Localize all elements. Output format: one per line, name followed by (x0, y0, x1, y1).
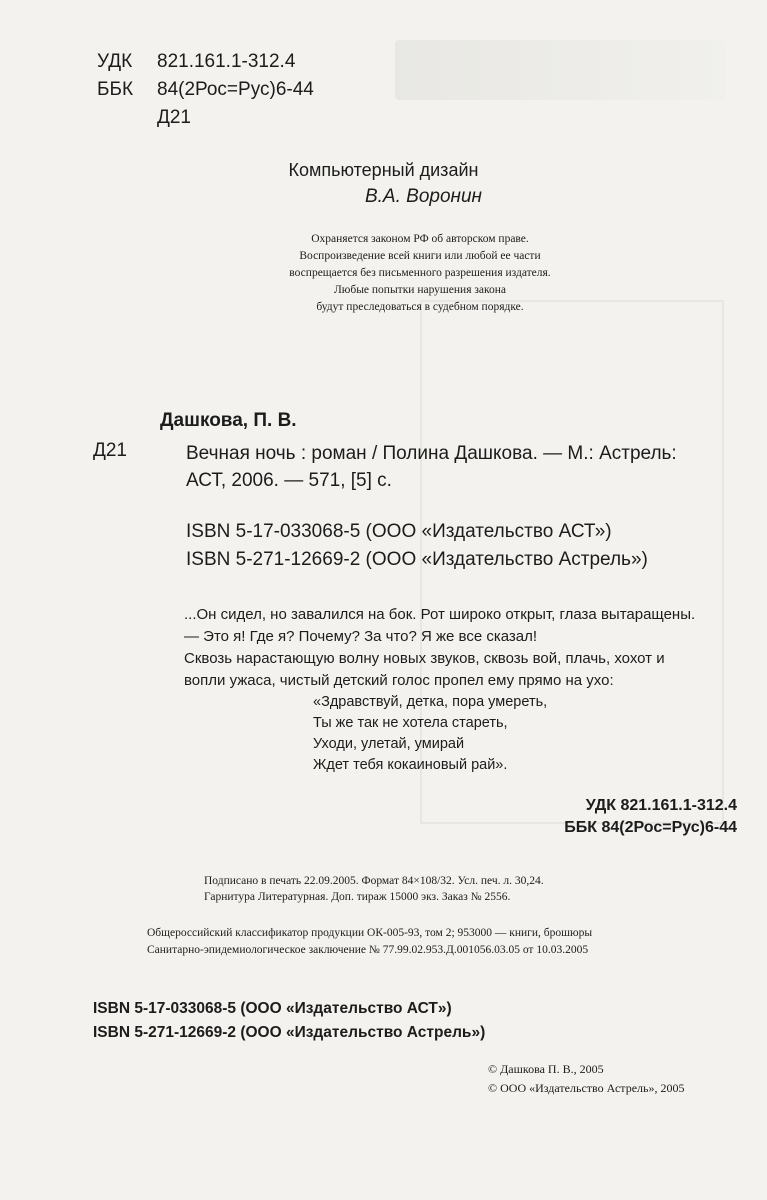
poem (313, 692, 547, 776)
bbk-line (97, 76, 314, 104)
legal-line: будут преследоваться в судебном порядке. (316, 301, 524, 313)
copyright-line: © ООО «Издательство Астрель», 2005 (488, 1081, 685, 1095)
classifier-line: Общероссийский классификатор продукции ОК-005-93, том 2; 953000 — книги, брошюры (147, 927, 593, 939)
legal-line: Воспроизведение всей книги или любой ее части (299, 250, 541, 262)
udk-block-top (97, 48, 314, 132)
classifier-info (147, 925, 592, 959)
biblio-code: Д21 (93, 440, 128, 461)
excerpt-line: ...Он сидел, но завалился на бок. Рот широко открыт, глаза вытаращены. (184, 606, 696, 623)
udk-right-line: УДК 821.161.1-312.4 (585, 797, 737, 814)
excerpt-line: вопли ужаса, чистый детский голос пропел ему прямо на ухо: (184, 672, 614, 689)
bbk-label: ББК (97, 79, 134, 100)
author-heading: Дашкова, П. В. (160, 410, 297, 431)
biblio-description (186, 440, 677, 494)
poem-line: «Здравствуй, детка, пора умереть, (313, 694, 548, 710)
udk-label: УДК (97, 51, 133, 72)
design-label: Компьютерный дизайн (288, 160, 479, 180)
print-info-line: Гарнитура Литературная. Доп. тираж 15000 экз. Заказ № 2556. (204, 891, 511, 903)
designer-name: В.А. Воронин (364, 186, 483, 207)
bbk-right-line: ББК 84(2Рос=Рус)6-44 (564, 819, 737, 836)
show-through-shadow (395, 40, 725, 100)
excerpt-line: — Это я! Где я? Почему? За что? Я же все сказал! (184, 628, 538, 645)
code-line (97, 104, 314, 132)
poem-line: Ты же так не хотела стареть, (313, 715, 508, 731)
biblio-line: АСТ, 2006. — 571, [5] с. (186, 470, 392, 491)
isbn-bottom-line: ISBN 5-17-033068-5 (ООО «Издательство АСТ») (93, 1000, 452, 1017)
isbn-bottom (93, 997, 485, 1045)
copyright-notice (488, 1060, 684, 1098)
legal-line: Любые попытки нарушения закона (333, 284, 507, 296)
legal-line: воспрещается без письменного разрешения издателя. (289, 267, 551, 279)
udk-value: 821.161.1-312.4 (157, 51, 296, 72)
poem-line: Ждет тебя кокаиновый рай». (313, 757, 508, 773)
poem-line: Уходи, улетай, умирай (313, 736, 465, 752)
biblio-line: Вечная ночь : роман / Полина Дашкова. — М.: Астрель: (186, 443, 677, 464)
legal-notice (0, 231, 767, 316)
excerpt-line: Сквозь нарастающую волну новых звуков, сквозь вой, плачь, хохот и (184, 650, 665, 667)
classifier-line: Санитарно-эпидемиологическое заключение № 77.99.02.953.Д.001056.03.05 от 10.03.2005 (147, 944, 589, 956)
print-info (204, 873, 544, 905)
udk-line (97, 48, 314, 76)
print-info-line: Подписано в печать 22.09.2005. Формат 84×108/32. Усл. печ. л. 30,24. (204, 875, 544, 887)
isbn-line: ISBN 5-17-033068-5 (ООО «Издательство АСТ») (186, 521, 612, 542)
excerpt (184, 604, 744, 692)
isbn-bottom-line: ISBN 5-271-12669-2 (ООО «Издательство Астрель») (93, 1024, 486, 1041)
bbk-value: 84(2Рос=Рус)6-44 (157, 79, 314, 100)
copyright-line: © Дашкова П. В., 2005 (488, 1062, 604, 1076)
top-code: Д21 (157, 107, 192, 128)
udk-block-right (564, 795, 737, 839)
legal-line: Охраняется законом РФ об авторском праве. (311, 233, 529, 245)
isbn-line: ISBN 5-271-12669-2 (ООО «Издательство Астрель») (186, 549, 648, 570)
isbn-main (186, 518, 648, 574)
